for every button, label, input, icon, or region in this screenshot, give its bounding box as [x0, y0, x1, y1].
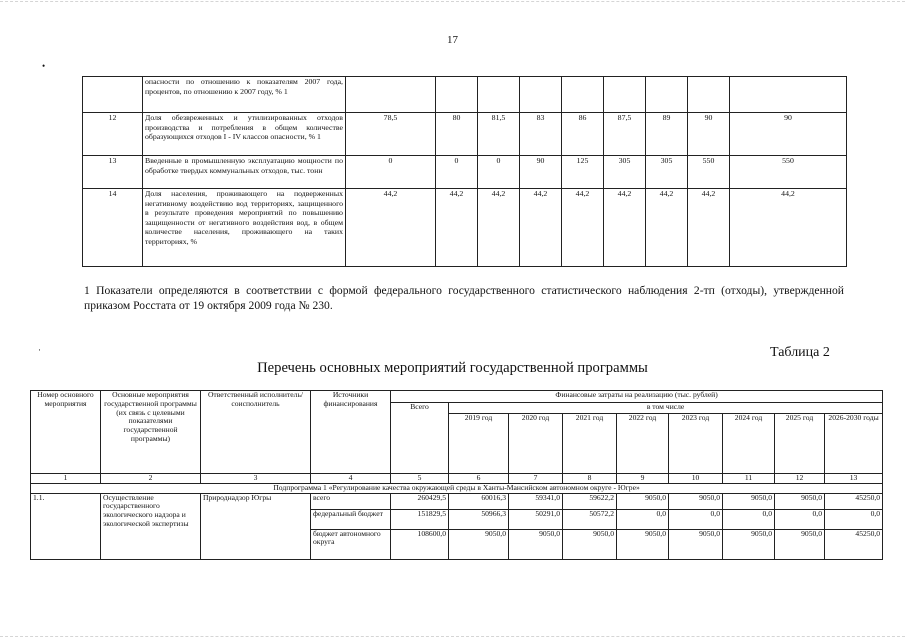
value-cell: 0 — [478, 156, 520, 189]
header-costs: Финансовые затраты на реализацию (тыс. рублей) — [391, 391, 883, 403]
value-cell — [562, 77, 604, 113]
column-number: 3 — [201, 474, 311, 484]
header-year: 2024 год — [723, 414, 775, 474]
header-year: 2023 год — [669, 414, 723, 474]
value-cell — [436, 77, 478, 113]
table-title: Перечень основных мероприятий государственной программы — [257, 360, 648, 376]
table-row — [83, 156, 847, 189]
column-number: 2 — [101, 474, 201, 484]
value-cell: 0,0 — [669, 509, 723, 529]
column-number: 9 — [617, 474, 669, 484]
scan-speck: · — [38, 345, 41, 355]
header-year: 2021 год — [563, 414, 617, 474]
value-cell: 305 — [646, 156, 688, 189]
scan-edge-top — [0, 1, 905, 2]
value-cell: 0,0 — [723, 509, 775, 529]
value-cell: 59622,2 — [563, 493, 617, 509]
table-row — [83, 77, 847, 113]
value-cell: 9050,0 — [509, 529, 563, 559]
column-number: 12 — [775, 474, 825, 484]
indicator-name: Введенные в промышленную эксплуатацию мощности по обработке твердых коммунальных отходов, тыс. тонн — [143, 156, 346, 189]
value-cell: 9050,0 — [775, 493, 825, 509]
column-number: 6 — [449, 474, 509, 484]
scan-speck: • — [42, 61, 46, 71]
value-cell: 9050,0 — [617, 493, 669, 509]
value-cell — [478, 77, 520, 113]
value-cell: 9050,0 — [669, 529, 723, 559]
row-number — [83, 77, 143, 113]
activity-name: Осуществление государственного экологического надзора и экологической экспертизы — [101, 493, 201, 559]
value-cell: 45250,0 — [825, 493, 883, 509]
value-cell — [520, 77, 562, 113]
header-row — [31, 391, 883, 403]
table-row — [83, 189, 847, 267]
value-cell — [688, 77, 730, 113]
value-cell: 9050,0 — [617, 529, 669, 559]
column-number: 1 — [31, 474, 101, 484]
value-cell: 90 — [520, 156, 562, 189]
value-cell: 83 — [520, 113, 562, 156]
header-year: 2022 год — [617, 414, 669, 474]
value-cell: 44,2 — [520, 189, 562, 267]
header-num: Номер основного мероприятия — [31, 391, 101, 474]
value-cell: 44,2 — [604, 189, 646, 267]
value-cell: 86 — [562, 113, 604, 156]
indicator-name: Доля обезвреженных и утилизированных отходов производства и потребления в общем количестве образующихся отходов I - IV классов опасности, % 1 — [143, 113, 346, 156]
value-cell: 0 — [346, 156, 436, 189]
value-cell — [604, 77, 646, 113]
column-number: 10 — [669, 474, 723, 484]
value-cell: 125 — [562, 156, 604, 189]
program-activities-table — [30, 390, 883, 560]
header-year: 2019 год — [449, 414, 509, 474]
footnote: 1 Показатели определяются в соответствии с формой федерального государственного статистического наблюдения 2-тп (отходы), утвержденной приказом Росстата от 19 октября 2009 года № 230. — [84, 284, 844, 312]
header-year: 2025 год — [775, 414, 825, 474]
header-sources: Источники финансирования — [311, 391, 391, 474]
value-cell: 78,5 — [346, 113, 436, 156]
value-cell: 305 — [604, 156, 646, 189]
column-number: 13 — [825, 474, 883, 484]
value-cell — [730, 77, 847, 113]
row-number: 14 — [83, 189, 143, 267]
column-number: 7 — [509, 474, 563, 484]
header-activities: Основные мероприятия государственной программы (их связь с целевыми показателями государственной программы) — [101, 391, 201, 474]
value-cell: 0,0 — [825, 509, 883, 529]
indicator-name: Доля населения, проживающего на подверженных негативному воздействию вод территориях, защищенного в результате проведения мероприятий по повышению защищенности от негативного воздействия вод, в общем количестве населения, проживающего на таких территориях, % — [143, 189, 346, 267]
header-year: 2026-2030 годы — [825, 414, 883, 474]
header-including: в том числе — [449, 403, 883, 414]
value-cell: 59341,0 — [509, 493, 563, 509]
value-cell: 60016,3 — [449, 493, 509, 509]
subprogram-row — [31, 483, 883, 493]
page-number: 17 — [447, 34, 458, 46]
value-cell: 50966,3 — [449, 509, 509, 529]
value-cell: 81,5 — [478, 113, 520, 156]
value-cell: 44,2 — [562, 189, 604, 267]
value-cell: 9050,0 — [563, 529, 617, 559]
value-cell: 550 — [730, 156, 847, 189]
header-responsible: Ответственный исполнитель/ соисполнитель — [201, 391, 311, 474]
funding-source: всего — [311, 493, 391, 509]
column-number: 4 — [311, 474, 391, 484]
indicators-table — [82, 76, 847, 267]
table-row — [83, 113, 847, 156]
table-label: Таблица 2 — [770, 345, 830, 360]
table-row — [31, 493, 883, 509]
activity-number: 1.1. — [31, 493, 101, 559]
value-cell: 90 — [688, 113, 730, 156]
value-cell: 9050,0 — [723, 493, 775, 509]
value-cell: 90 — [730, 113, 847, 156]
value-cell: 108600,0 — [391, 529, 449, 559]
value-cell: 151829,5 — [391, 509, 449, 529]
value-cell: 44,2 — [436, 189, 478, 267]
scan-edge-bottom — [0, 636, 905, 637]
responsible-executor: Природнадзор Югры — [201, 493, 311, 559]
column-number: 5 — [391, 474, 449, 484]
value-cell: 44,2 — [346, 189, 436, 267]
header-total: Всего — [391, 403, 449, 474]
value-cell: 80 — [436, 113, 478, 156]
value-cell: 550 — [688, 156, 730, 189]
value-cell: 87,5 — [604, 113, 646, 156]
value-cell: 50291,0 — [509, 509, 563, 529]
funding-source: федеральный бюджет — [311, 509, 391, 529]
value-cell: 9050,0 — [775, 529, 825, 559]
value-cell: 9050,0 — [669, 493, 723, 509]
row-number: 13 — [83, 156, 143, 189]
funding-source: бюджет автономного округа — [311, 529, 391, 559]
value-cell: 9050,0 — [723, 529, 775, 559]
value-cell: 44,2 — [730, 189, 847, 267]
value-cell — [346, 77, 436, 113]
value-cell: 44,2 — [688, 189, 730, 267]
value-cell: 44,2 — [478, 189, 520, 267]
subprogram-title: Подпрограмма 1 «Регулирование качества окружающей среды в Ханты-Мансийском автономном округе - Югре» — [31, 483, 883, 493]
value-cell: 0,0 — [775, 509, 825, 529]
value-cell: 9050,0 — [449, 529, 509, 559]
column-number: 11 — [723, 474, 775, 484]
column-number: 8 — [563, 474, 617, 484]
header-year: 2020 год — [509, 414, 563, 474]
row-number: 12 — [83, 113, 143, 156]
column-number-row — [31, 474, 883, 484]
value-cell: 45250,0 — [825, 529, 883, 559]
value-cell — [646, 77, 688, 113]
value-cell: 0,0 — [617, 509, 669, 529]
value-cell: 44,2 — [646, 189, 688, 267]
value-cell: 89 — [646, 113, 688, 156]
value-cell: 0 — [436, 156, 478, 189]
indicator-name: опасности по отношению к показателям 2007 года, процентов, по отношению к 2007 году, % 1 — [143, 77, 346, 113]
value-cell: 260429,5 — [391, 493, 449, 509]
value-cell: 50572,2 — [563, 509, 617, 529]
